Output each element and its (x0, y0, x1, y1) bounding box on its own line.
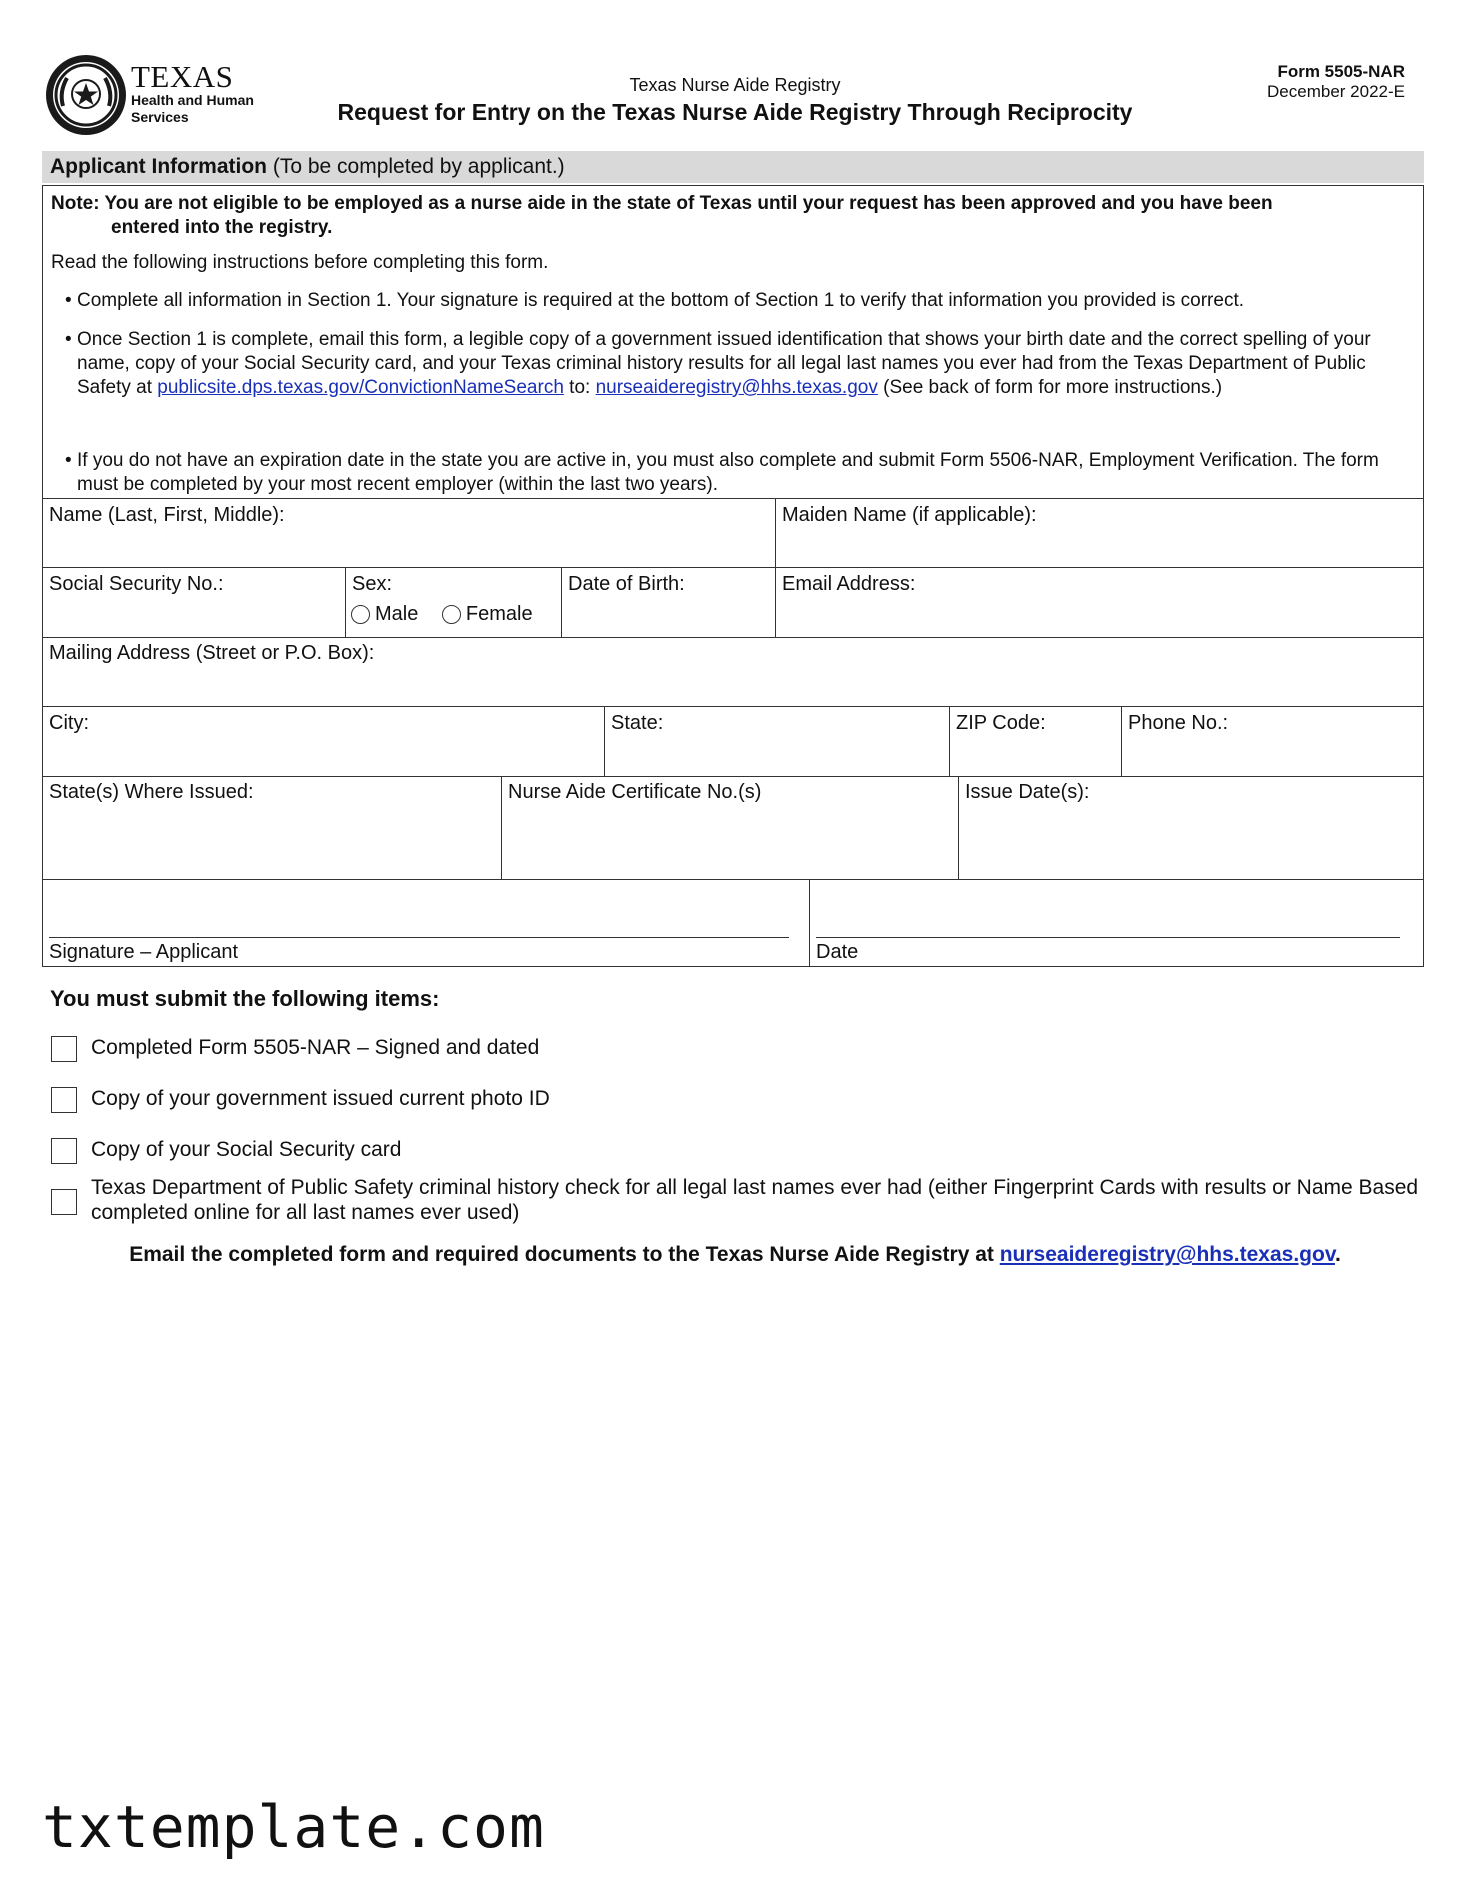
instruction-bullet-2: • Once Section 1 is complete, email this form, a legible copy of a government issued identification that shows your birth date and the correct spelling of your name, copy of your Social Security card, and your Texas criminal history results for all legal last names you ever had from the Texas Department of Public Safety at publicsite.dps.texas.gov/ConvictionNameSearch to: nurseaideregistry@hhs.texas.gov (See back of form for more instructions.) (65, 329, 1371, 398)
dps-search-link[interactable]: publicsite.dps.texas.gov/ConvictionNameSearch (157, 377, 564, 398)
item-criminal-history: Texas Department of Public Safety criminal history check for all legal last names ever had (either Fingerprint Cards with results or Name Based completed online for all last names ever used) (91, 1176, 1419, 1224)
submit-items-title: You must submit the following items: (50, 986, 440, 1011)
checkbox-photo-id[interactable] (51, 1087, 77, 1113)
eligibility-note (51, 192, 1411, 240)
watermark: txtemplate.com (42, 1793, 545, 1861)
applicant-form (42, 185, 1424, 967)
sex-label: Sex: (352, 573, 393, 595)
form-number: Form 5505-NAR (1277, 62, 1405, 81)
signature-line[interactable] (49, 937, 789, 938)
item-completed-form: Completed Form 5505-NAR – Signed and dated (91, 1036, 540, 1059)
checkbox-criminal-history[interactable] (51, 1189, 77, 1215)
section-subtitle: (To be completed by applicant.) (272, 155, 565, 178)
issue-dates-field[interactable]: Issue Date(s): (965, 781, 1090, 803)
state-field[interactable]: State: (611, 712, 664, 734)
form-title: Request for Entry on the Texas Nurse Aide Registry Through Reciprocity (337, 99, 1133, 125)
maiden-name-field[interactable]: Maiden Name (if applicable): (782, 504, 1037, 526)
date-label: Date (816, 941, 859, 963)
logo-line2: Services (131, 109, 189, 125)
sex-female-option[interactable]: Female (442, 603, 533, 625)
email-field[interactable]: Email Address: (782, 573, 916, 595)
texas-seal-icon (45, 54, 127, 136)
form-subtitle: Texas Nurse Aide Registry (629, 75, 841, 95)
registry-email-link-bottom[interactable]: nurseaideregistry@hhs.texas.gov (999, 1243, 1335, 1266)
instruction-bullet-3: • If you do not have an expiration date in the state you are active in, you must also complete and submit Form 5506-NAR, Employment Verification. The form must be completed by your most recent employer (within the last two years). (65, 450, 1379, 495)
item-ssn-card: Copy of your Social Security card (91, 1138, 402, 1161)
hhs-logo (45, 52, 265, 142)
logo-title: TEXAS (131, 59, 234, 94)
registry-email-link[interactable]: nurseaideregistry@hhs.texas.gov (595, 377, 878, 398)
logo-line1: Health and Human (131, 92, 254, 108)
checkbox-ssn-card[interactable] (51, 1138, 77, 1164)
mailing-address-field[interactable]: Mailing Address (Street or P.O. Box): (49, 642, 375, 664)
checkbox-completed-form[interactable] (51, 1036, 77, 1062)
city-field[interactable]: City: (49, 712, 89, 734)
section-title: Applicant Information (50, 155, 267, 178)
sex-male-option[interactable]: Male (351, 603, 418, 625)
form-date: December 2022-E (1267, 82, 1405, 101)
signature-label: Signature – Applicant (49, 941, 239, 963)
zip-field[interactable]: ZIP Code: (956, 712, 1046, 734)
email-instruction: Email the completed form and required documents to the Texas Nurse Aide Registry at nurseaideregistry@hhs.texas.gov. (129, 1243, 1341, 1266)
dob-field[interactable]: Date of Birth: (568, 573, 685, 595)
date-line[interactable] (816, 937, 1400, 938)
instruction-bullet-1: • Complete all information in Section 1. Your signature is required at the bottom of Section 1 to verify that information you provided is correct. (65, 290, 1245, 311)
item-photo-id: Copy of your government issued current photo ID (91, 1087, 550, 1110)
ssn-field[interactable]: Social Security No.: (49, 573, 224, 595)
note-line2: entered into the registry. (111, 217, 333, 238)
phone-field[interactable]: Phone No.: (1128, 712, 1229, 734)
certificate-number-field[interactable]: Nurse Aide Certificate No.(s) (508, 781, 762, 803)
name-field[interactable]: Name (Last, First, Middle): (49, 504, 285, 526)
sex-options (351, 603, 551, 626)
male-radio[interactable] (351, 605, 370, 624)
instructions-intro: Read the following instructions before completing this form. (51, 252, 549, 273)
states-issued-field[interactable]: State(s) Where Issued: (49, 781, 254, 803)
female-radio[interactable] (442, 605, 461, 624)
note-line1: Note: You are not eligible to be employed as a nurse aide in the state of Texas until your request has been approved and you have been (51, 193, 1273, 214)
section-header (42, 151, 1424, 183)
